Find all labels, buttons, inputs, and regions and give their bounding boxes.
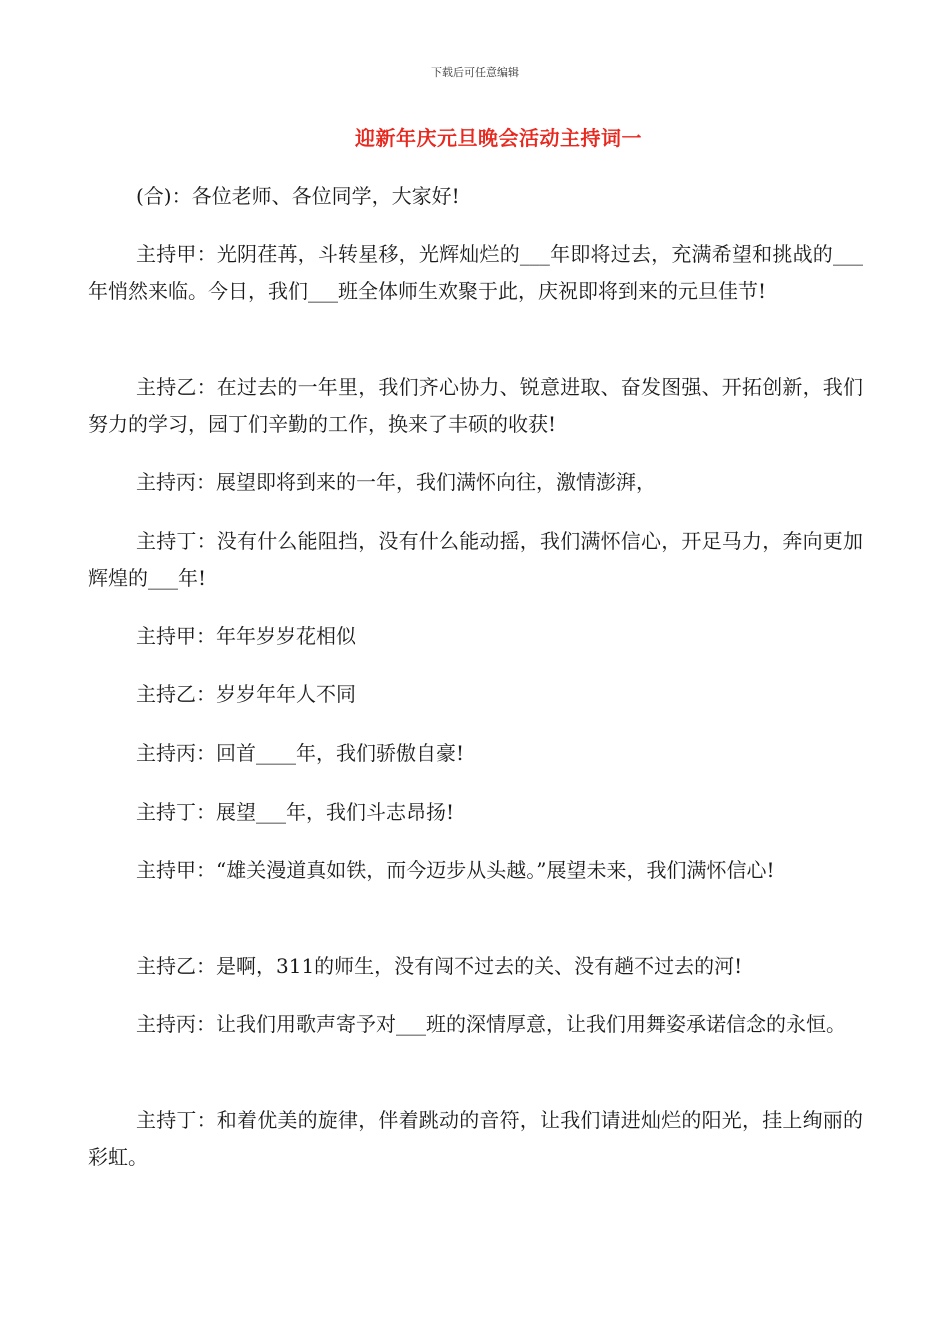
paragraph-host-ding-1: 主持丁：没有什么能阻挡，没有什么能动摇，我们满怀信心，开足马力，奔向更加辉煌的___年! [88,529,863,590]
paragraph-host-bing-2: 主持丙：回首____年，我们骄傲自豪! [136,741,465,765]
page-header-note: 下载后可任意编辑 [431,66,519,79]
paragraph-host-jia-1: 主持甲：光阴荏苒，斗转星移，光辉灿烂的___年即将过去，充满希望和挑战的___年悄然来临。今日，我们___班全体师生欢聚于此，庆祝即将到来的元旦佳节! [88,242,863,303]
paragraph-host-ding-2: 主持丁：展望___年，我们斗志昂扬! [136,800,455,824]
paragraph-host-yi-2: 主持乙：岁岁年年人不同 [136,682,356,706]
paragraph-host-jia-3: 主持甲：“雄关漫道真如铁，而今迈步从头越。”展望未来，我们满怀信心! [136,858,775,882]
paragraph-host-yi-1: 主持乙：在过去的一年里，我们齐心协力、锐意进取、奋发图强、开拓创新，我们努力的学习，园丁们辛勤的工作，换来了丰硕的收获! [88,375,863,436]
document-title: 迎新年庆元旦晚会活动主持词一 [355,126,642,150]
paragraph-host-bing-1: 主持丙：展望即将到来的一年，我们满怀向往，激情澎湃， [136,470,656,494]
paragraph-opening: (合)：各位老师、各位同学，大家好! [136,184,460,208]
paragraph-host-jia-2: 主持甲：年年岁岁花相似 [136,624,356,648]
paragraph-host-bing-3: 主持丙：让我们用歌声寄予对___班的深情厚意，让我们用舞姿承诺信念的永恒。 [136,1012,846,1036]
paragraph-host-yi-3: 主持乙：是啊，311的师生，没有闯不过去的关、没有趟不过去的河! [136,954,743,978]
paragraph-host-ding-3: 主持丁：和着优美的旋律，伴着跳动的音符，让我们请进灿烂的阳光，挂上绚丽的彩虹。 [88,1108,863,1169]
